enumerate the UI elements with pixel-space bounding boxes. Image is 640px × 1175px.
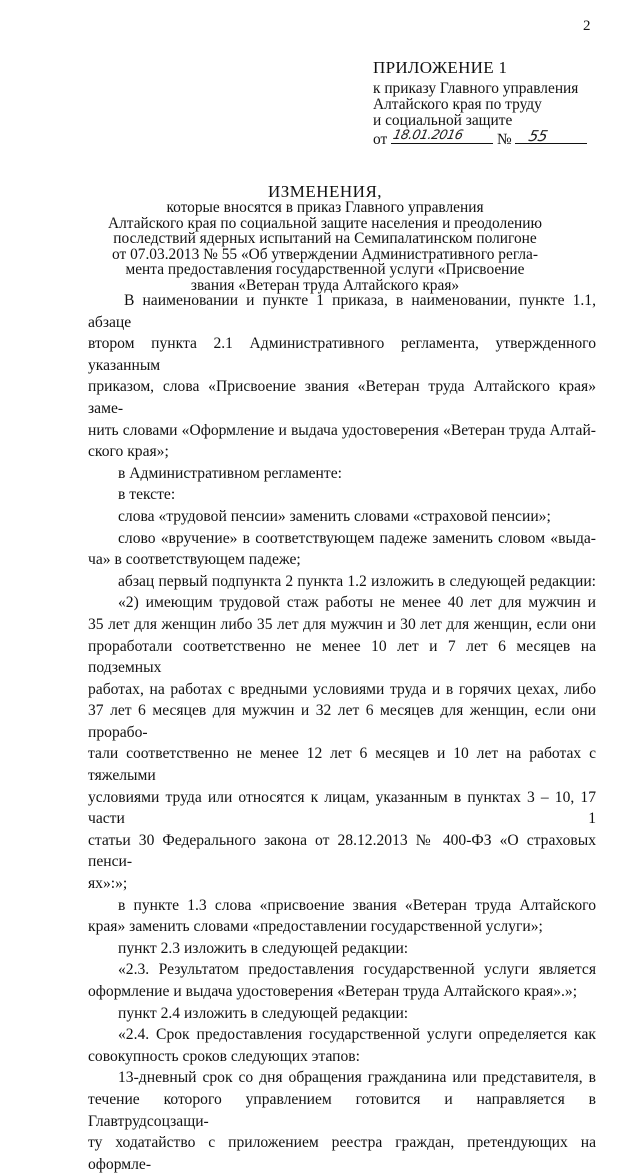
body-line: «2) имеющим трудовой стаж работы не менее 40 лет для мужчин и (118, 594, 596, 612)
date-prefix: от (373, 131, 388, 148)
heading-line: мента предоставления государственной услуги «Присвоение (125, 261, 525, 279)
handwritten-date: 18.01.2016 (391, 128, 465, 143)
body-line: тали соответственно не менее 12 лет 6 месяцев и 10 лет на работах с тяжелыми (88, 745, 596, 785)
body-line: «2.4. Срок предоставления государственной услуги определяется как (118, 1026, 596, 1044)
page-number: 2 (583, 18, 591, 34)
body-line: «2.3. Результатом предоставления государственной услуги является (118, 961, 596, 979)
appendix-line: Алтайского края по труду (373, 96, 542, 113)
body-line: 13-дневный срок со дня обращения гражданина или представителя, в (118, 1069, 596, 1087)
date-blank (391, 129, 493, 144)
body-line: 35 лет для женщин либо 35 лет для мужчин и 30 лет для женщин, если они (88, 615, 596, 633)
number-blank (515, 129, 587, 144)
body-line: работах, на работах с вредными условиями труда и в горячих цехах, либо (88, 680, 596, 698)
body-line: края» заменить словами «предоставлении государственной услуги»; (88, 918, 543, 936)
body-line: в Административном регламенте: (118, 464, 342, 482)
body-line: слова «трудовой пенсии» заменить словами «страховой пенсии»; (118, 507, 551, 525)
body-line: в пункте 1.3 слова «присвоение звания «Ветеран труда Алтайского (118, 896, 596, 914)
body-line: В наименовании и пункте 1 приказа, в наименовании, пункте 1.1, абзаце (88, 292, 596, 331)
body-line: оформление и выдача удостоверения «Ветеран труда Алтайского края».»; (88, 983, 578, 1000)
body-line: совокупность сроков следующих этапов: (88, 1047, 360, 1065)
body-line: пункт 2.3 изложить в следующей редакции: (118, 939, 409, 957)
document-body (88, 290, 596, 1175)
heading-line: которые вносятся в приказ Главного управления (166, 199, 484, 216)
heading-line: Алтайского края по социальной защите населения и преодолению (108, 214, 542, 232)
body-line: течение которого управлением готовится и направляется в Главтрудсоцзащи- (88, 1090, 596, 1130)
body-line: ского края»; (88, 443, 169, 461)
heading-line: звания «Ветеран труда Алтайского края» (190, 276, 460, 294)
body-line: слово «вручение» в соответствующем падеже заменить словом «выда- (118, 529, 596, 547)
body-line: условиями труда или относятся к лицам, указанным в пунктах 3 – 10, 17 части 1 (88, 788, 596, 828)
handwritten-number: 55 (527, 127, 550, 145)
appendix-title: ПРИЛОЖЕНИЕ 1 (373, 58, 508, 77)
body-line: абзац первый подпункта 2 пункта 1.2 изложить в следующей редакции: (118, 572, 596, 590)
body-line: пункт 2.4 изложить в следующей редакции: (118, 1004, 409, 1022)
body-line: нить словами «Оформление и выдача удостоверения «Ветеран труда Алтай- (88, 421, 596, 439)
heading-line: от 07.03.2013 № 55 «Об утверждении Административного регла- (112, 245, 538, 263)
heading-line: последствий ядерных испытаний на Семипалатинском полигоне (113, 230, 537, 248)
order-date-number-line (373, 129, 623, 148)
appendix-line: и социальной защите (373, 112, 513, 129)
body-line: в тексте: (118, 486, 176, 504)
body-line: ях»:»; (88, 875, 128, 893)
body-line: ча» в соответствующем падеже; (88, 551, 301, 569)
number-prefix: № (496, 131, 512, 148)
changes-heading (100, 183, 550, 294)
body-line: ту ходатайство с приложением реестра граждан, претендующих на оформле- (88, 1134, 596, 1173)
body-line: 37 лет 6 месяцев для мужчин и 32 лет 6 месяцев для женщин, если они прорабо- (88, 702, 596, 741)
appendix-block (373, 60, 623, 148)
heading-title: ИЗМЕНЕНИЯ, (267, 182, 383, 201)
body-line: проработали соответственно не менее 10 лет и 7 лет 6 месяцев на подземных (88, 637, 596, 677)
body-line: втором пункта 2.1 Административного регламента, утвержденного указанным (88, 335, 596, 374)
body-line: статьи 30 Федерального закона от 28.12.2013 № 400-ФЗ «О страховых пенси- (88, 831, 596, 871)
appendix-line: к приказу Главного управления (373, 80, 579, 97)
body-line: приказом, слова «Присвоение звания «Ветеран труда Алтайского края» заме- (88, 378, 596, 417)
